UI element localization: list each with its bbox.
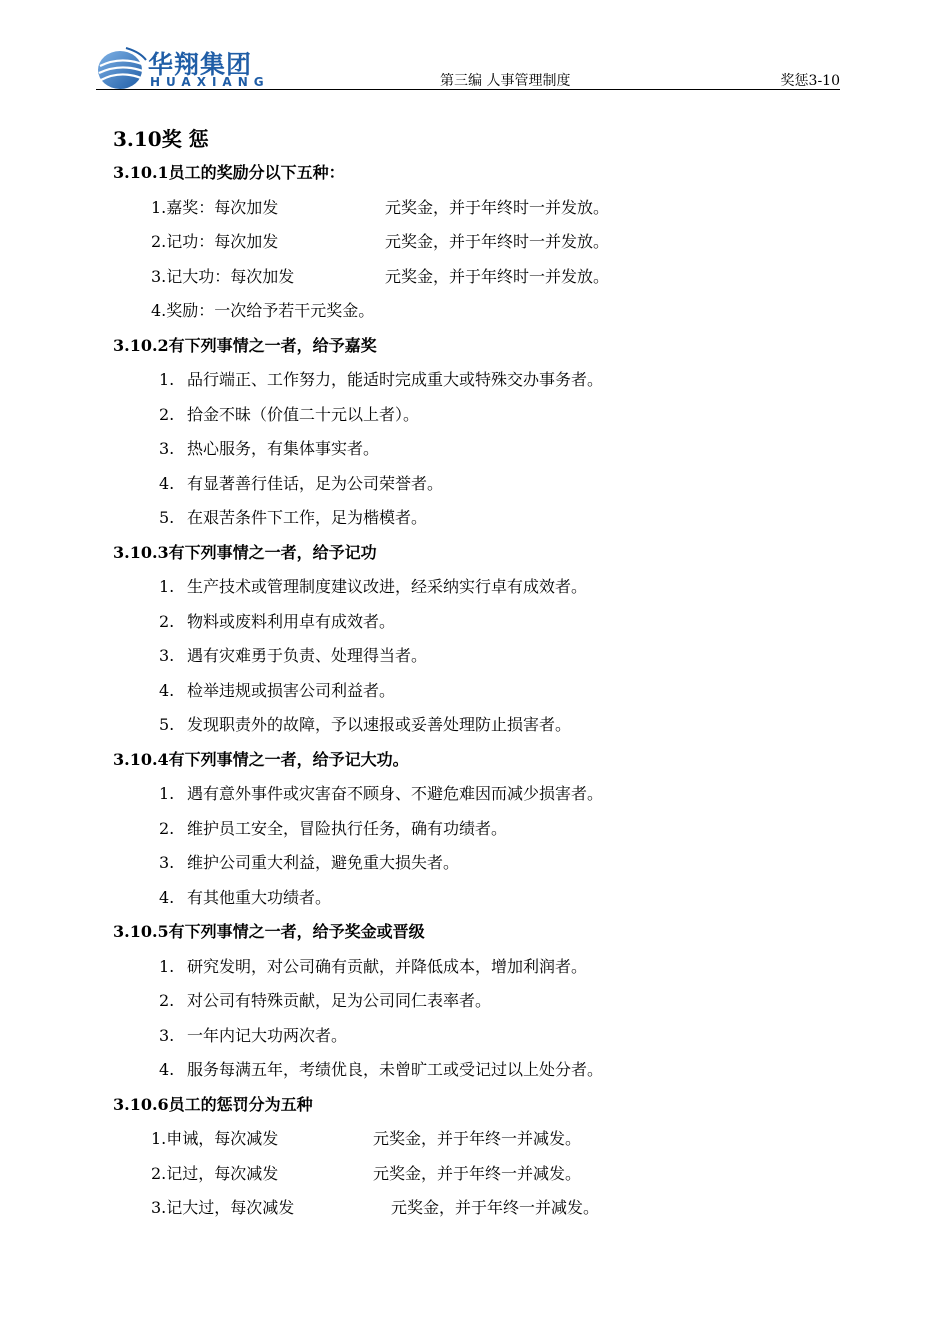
item-number: 3. [159, 1025, 175, 1045]
logo-english-text: HUAXIANG [150, 75, 270, 89]
item-label: 1.嘉奖：每次加发 [151, 197, 279, 217]
section-rewards-types [113, 156, 833, 329]
item-text: 研究发明，对公司确有贡献，并降低成本，增加利润者。 [187, 956, 588, 976]
item-number: 5. [159, 508, 175, 527]
item-number: 3. [159, 853, 175, 872]
list-item [113, 881, 833, 916]
item-text: 遇有意外事件或灾害奋不顾身、不避危难因而减少损害者。 [187, 784, 604, 803]
item-number: 1. [159, 577, 175, 596]
item-number: 2. [159, 818, 175, 838]
item-number: 4. [159, 887, 175, 907]
item-text: 维护员工安全，冒险执行任务，确有功绩者。 [187, 818, 508, 838]
section-title: 3.10.2有下列事情之一者，给予嘉奖 [113, 335, 377, 355]
item-label: 2.记功：每次加发 [151, 232, 279, 251]
list-item [113, 812, 833, 847]
item-number: 4. [159, 473, 175, 493]
item-number: 3. [159, 646, 175, 665]
list-item [113, 846, 833, 881]
item-label: 2.记过，每次减发 [151, 1163, 279, 1183]
item-text: 服务每满五年，考绩优良，未曾旷工或受记过以上处分者。 [187, 1060, 604, 1079]
item-text: 发现职责外的故障，予以速报或妥善处理防止损害者。 [187, 715, 572, 734]
item-text: 在艰苦条件下工作，足为楷模者。 [187, 508, 428, 527]
item-number: 5. [159, 715, 175, 734]
list-item [113, 363, 833, 398]
list-item [113, 708, 833, 743]
list-item [113, 570, 833, 605]
list-item [113, 674, 833, 709]
item-text: 遇有灾难勇于负责、处理得当者。 [187, 646, 428, 665]
item-text: 元奖金，并于年终时一并发放。 [385, 266, 610, 286]
item-text: 元奖金，并于年终时一并发放。 [385, 197, 610, 217]
list-item [113, 225, 833, 260]
item-text: 拾金不昧（价值二十元以上者）。 [187, 404, 420, 424]
section-title: 3.10.1员工的奖励分以下五种： [113, 163, 345, 182]
item-number: 4. [159, 680, 175, 700]
item-text: 元奖金，并于年终一并减发。 [373, 1163, 582, 1183]
list-item [113, 398, 833, 433]
header-chapter: 第三编 人事管理制度 [440, 73, 571, 89]
section-penalty-types [113, 1088, 833, 1226]
header-divider [96, 89, 840, 90]
section-commendation [113, 329, 833, 536]
item-text: 有显著善行佳话，足为公司荣誉者。 [187, 473, 444, 493]
item-number: 3. [159, 439, 175, 458]
page-header [96, 40, 840, 90]
section-title: 3.10.6员工的惩罚分为五种 [113, 1094, 313, 1114]
logo-globe-icon [96, 46, 148, 90]
list-item [113, 294, 833, 329]
item-text: 维护公司重大利益，避免重大损失者。 [187, 853, 460, 872]
item-number: 1. [159, 956, 175, 976]
item-number: 2. [159, 991, 175, 1010]
header-page-code: 奖惩3-10 [780, 73, 840, 89]
list-item [113, 1122, 833, 1157]
item-text: 元奖金，并于年终一并减发。 [373, 1129, 582, 1148]
item-label: 1.申诫，每次减发 [151, 1129, 279, 1148]
list-item [113, 1053, 833, 1088]
section-merit [113, 536, 833, 743]
list-item [113, 260, 833, 295]
company-logo [96, 40, 281, 90]
list-item [113, 639, 833, 674]
item-label: 4.奖励：一次给予若干元奖金。 [151, 301, 375, 320]
page-title: 3.10奖 惩 [113, 127, 209, 151]
list-item [113, 1019, 833, 1054]
item-text: 生产技术或管理制度建议改进，经采纳实行卓有成效者。 [187, 577, 588, 596]
list-item [113, 432, 833, 467]
list-item [113, 605, 833, 640]
item-text: 元奖金，并于年终一并减发。 [391, 1198, 600, 1217]
item-number: 1. [159, 784, 175, 803]
section-title: 3.10.4有下列事情之一者，给予记大功。 [113, 749, 409, 769]
item-text: 对公司有特殊贡献，足为公司同仁表率者。 [187, 991, 492, 1010]
item-text: 热心服务，有集体事实者。 [187, 439, 380, 458]
item-text: 检举违规或损害公司利益者。 [187, 680, 396, 700]
section-major-merit [113, 743, 833, 916]
item-label: 3.记大功：每次加发 [151, 266, 295, 286]
logo-chinese-text: 华翔集团 [148, 50, 253, 79]
list-item [113, 950, 833, 985]
list-item [113, 1157, 833, 1192]
section-title: 3.10.5有下列事情之一者，给予奖金或晋级 [113, 922, 425, 941]
item-number: 1. [159, 370, 175, 389]
list-item [113, 501, 833, 536]
list-item [113, 777, 833, 812]
item-text: 元奖金，并于年终时一并发放。 [385, 232, 610, 251]
item-text: 物料或废料利用卓有成效者。 [187, 611, 396, 631]
item-text: 有其他重大功绩者。 [187, 887, 332, 907]
item-number: 4. [159, 1060, 175, 1079]
item-text: 一年内记大功两次者。 [187, 1025, 348, 1045]
item-number: 2. [159, 611, 175, 631]
list-item [113, 191, 833, 226]
section-bonus-promotion [113, 915, 833, 1088]
list-item [113, 1191, 833, 1226]
item-label: 3.记大过，每次减发 [151, 1198, 295, 1217]
document-body [113, 156, 833, 1226]
item-text: 品行端正、工作努力，能适时完成重大或特殊交办事务者。 [187, 370, 604, 389]
section-title: 3.10.3有下列事情之一者，给予记功 [113, 542, 377, 562]
item-number: 2. [159, 404, 175, 424]
list-item [113, 984, 833, 1019]
list-item [113, 467, 833, 502]
